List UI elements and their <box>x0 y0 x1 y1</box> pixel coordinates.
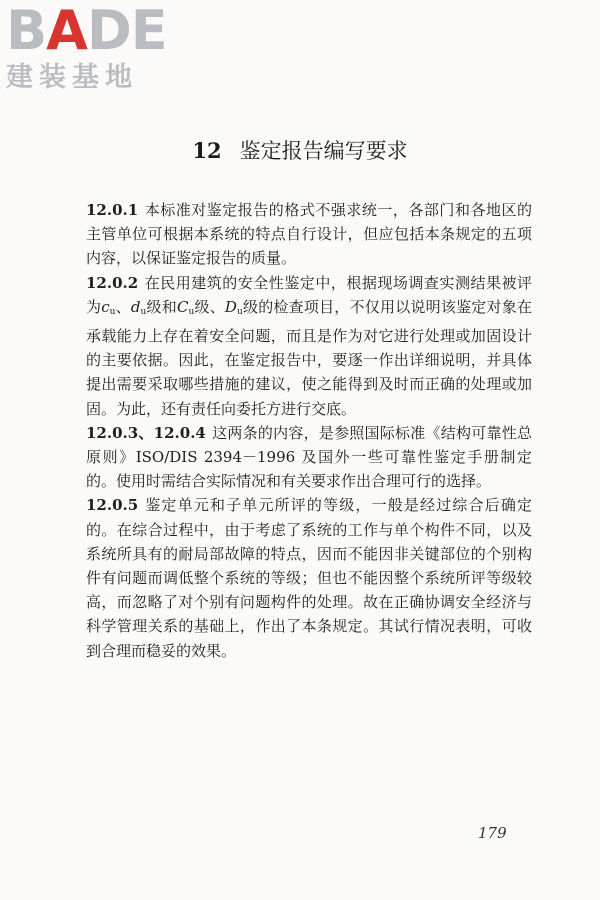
variable-C: C <box>176 297 189 316</box>
variable-D: D <box>224 297 237 316</box>
paragraph-text: 鉴定单元和子单元所评的等级，一般是经过综合后确定的。在综合过程中，由于考虑了系统的工作与单个构件不同，以及系统所具有的耐局部故障的特点，因而不能因非关键部位的个别构件有问题而调低整个系统的等级；但也不能因整个系统所评等级较高，而忽略了对个别有问题构件的处理。故在正确协调安全经济与科学管理关系的基础上，作出了本条规定。其试行情况表明，可收到合理而稳妥的效果。 <box>86 496 532 660</box>
page-number: 179 <box>478 824 507 842</box>
paragraph-text: 这两条的内容，是参照国际标准《结构可靠性总原则》ISO/DIS 2394－1996 及国外一些可靠性鉴定手册制定的。使用时需结合实际情况和有关要求作出合理可行的选择。 <box>86 423 532 491</box>
clause-number: 12.0.3、12.0.4 <box>86 423 206 442</box>
logo-subtitle: 建装基地 <box>6 62 138 93</box>
chapter-number: 12 <box>192 138 222 163</box>
separator: 、 <box>115 297 131 316</box>
paragraph-text: 级的检查项目，不仅用以说明该鉴定对象在承载能力上存在着安全问题，而且是作为对它进行处理或加固设计的主要依据。因此，在鉴定报告中，要逐一作出详细说明，并具体提出需要采取哪些措施的建议，使之能得到及时而正确的处理或加固。为此，还有责任向委托方进行交底。 <box>86 297 532 418</box>
clause-number: 12.0.1 <box>86 201 139 219</box>
paragraph-12-0-3-4 <box>86 421 532 494</box>
variable-c: c <box>101 297 110 316</box>
chapter-heading <box>0 136 600 166</box>
document-body <box>86 198 532 663</box>
paragraph-12-0-5 <box>86 493 532 662</box>
subscript-u: u <box>236 306 243 317</box>
paragraph-12-0-1 <box>86 198 532 271</box>
clause-number: 12.0.2 <box>86 273 139 292</box>
separator: 级、 <box>194 297 225 316</box>
subscript-u: u <box>188 306 195 317</box>
subscript-u: u <box>109 306 116 317</box>
paragraph-text: 本标准对鉴定报告的格式不强求统一，各部门和各地区的主管单位可根据本系统的特点自行设计，但应包括本条规定的五项内容，以保证鉴定报告的质量。 <box>86 201 532 268</box>
bade-logo <box>6 0 181 94</box>
logo-wordmark: BADE <box>6 0 167 62</box>
clause-number: 12.0.5 <box>86 496 139 515</box>
separator: 级和 <box>146 297 177 316</box>
variable-d: d <box>130 297 141 316</box>
chapter-title: 鉴定报告编写要求 <box>239 139 408 163</box>
paragraph-text: 在民用建筑的安全性鉴定中，根据现场调查实测结果被评为 <box>86 273 532 316</box>
subscript-u: u <box>140 306 147 317</box>
paragraph-12-0-2 <box>86 271 532 421</box>
